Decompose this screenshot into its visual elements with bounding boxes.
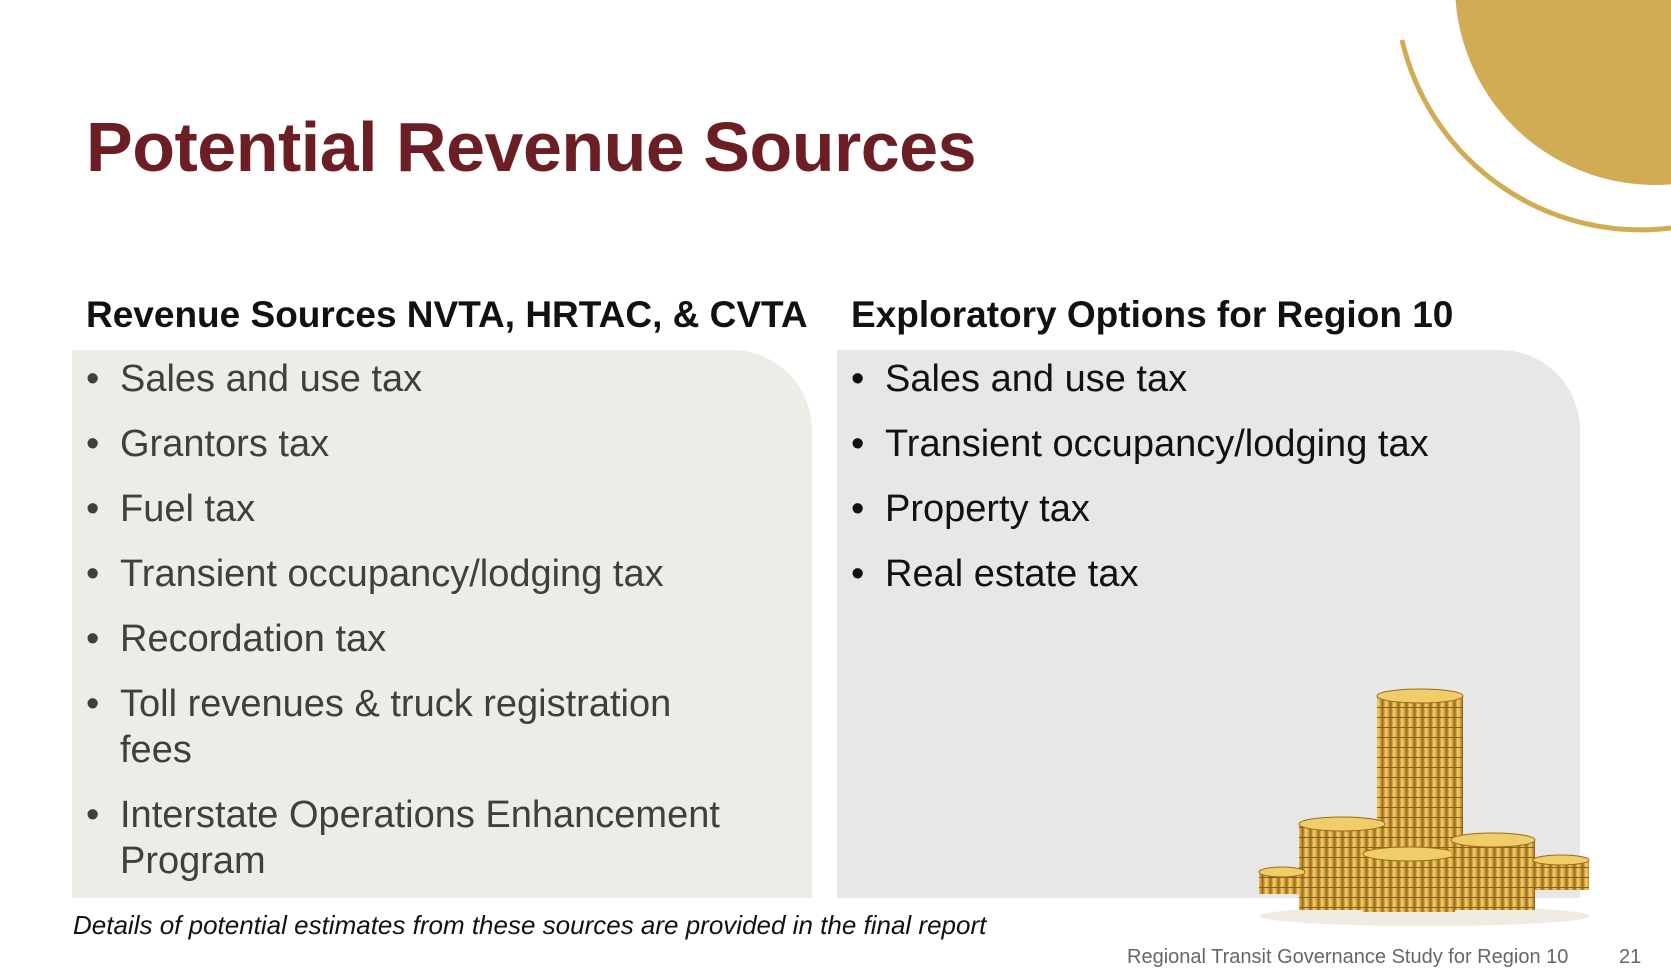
bullet-icon: •	[86, 618, 100, 660]
bullet-icon: •	[86, 488, 100, 530]
bullet-icon: •	[86, 358, 100, 400]
list-item: • Transient occupancy/lodging tax	[851, 423, 1429, 465]
bullet-icon: •	[851, 488, 865, 530]
bullet-icon: •	[86, 553, 100, 595]
list-item: • Recordation tax	[86, 618, 387, 660]
slide-title: Potential Revenue Sources	[86, 108, 977, 186]
list-item: • Real estate tax	[851, 553, 1139, 595]
left-bullet-list	[86, 356, 776, 903]
list-item: • Transient occupancy/lodging tax	[86, 553, 664, 595]
list-item: • Sales and use tax	[86, 358, 423, 400]
bullet-icon: •	[86, 683, 100, 725]
footnote: Details of potential estimates from these sources are provided in the final report	[73, 910, 987, 940]
right-column-heading: Exploratory Options for Region 10	[851, 294, 1454, 335]
list-item: • Sales and use tax	[851, 358, 1188, 400]
gold-circle-shape	[1455, 0, 1671, 185]
right-bullet-list	[851, 356, 1551, 616]
page-number: 21	[1619, 946, 1642, 968]
gold-coins-image	[1255, 688, 1590, 928]
bullet-icon: •	[86, 423, 100, 465]
list-item: • Property tax	[851, 488, 1090, 530]
bullet-icon: •	[851, 423, 865, 465]
list-item: • Interstate Operations Enhancement Program	[86, 794, 720, 882]
list-item: • Fuel tax	[86, 488, 256, 530]
bullet-icon: •	[851, 553, 865, 595]
bullet-icon: •	[86, 794, 100, 836]
list-item: • Grantors tax	[86, 423, 330, 465]
left-column-heading: Revenue Sources NVTA, HRTAC, & CVTA	[86, 294, 808, 335]
list-item: • Toll revenues & truck registration fees	[86, 683, 672, 771]
footer-study-name: Regional Transit Governance Study for Region 10	[1127, 946, 1569, 968]
bullet-icon: •	[851, 358, 865, 400]
